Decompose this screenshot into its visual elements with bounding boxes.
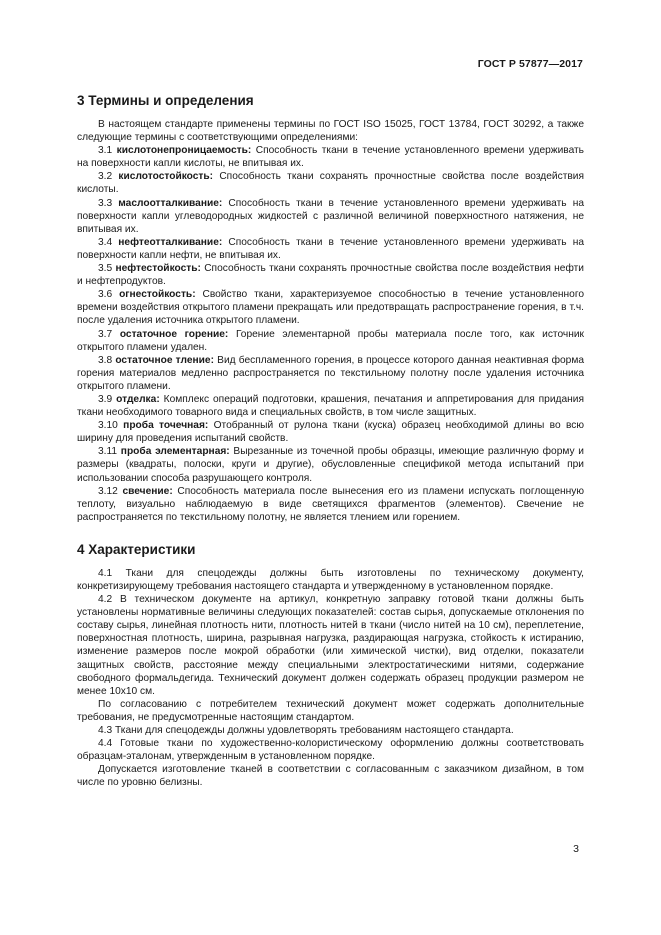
section-title: 4 Характеристики: [77, 541, 196, 557]
term-text: Горение элементарной пробы материала после того, как источник открытого пламени удален.: [77, 328, 584, 353]
term-number: 3.8: [98, 354, 113, 366]
term-definition: [77, 288, 584, 327]
term-name: свечение:: [122, 485, 173, 497]
term-text: Способность материала после вынесения его из пламени испускать поглощенную теплоту, визуально наблюдаемую в виде светящихся фрагментов (элементов). Свечение не распространяется по текстильному полотну, не является тлением или горением.: [77, 485, 584, 523]
term-text: Способность ткани сохранять прочностные свойства после воздействия нефти и нефтепродуктов.: [77, 263, 584, 288]
term-name: огнестойкость:: [119, 289, 196, 301]
section-terms: [77, 92, 584, 524]
term-definition: [77, 197, 584, 236]
paragraph-list: [77, 567, 584, 790]
term-name: маслоотталкивание:: [118, 197, 223, 209]
term-name: нефтеотталкивание:: [118, 236, 223, 248]
section-title: 3 Термины и определения: [77, 93, 254, 108]
term-number: 3.3: [98, 197, 113, 209]
term-name: проба точечная:: [123, 420, 209, 432]
term-definition: [77, 445, 584, 484]
term-definition: [77, 328, 584, 354]
document-header: ГОСТ Р 57877—2017: [477, 58, 583, 70]
term-name: остаточное горение:: [119, 328, 229, 340]
paragraph: По согласованию с потребителем технический документ может содержать дополнительные требования, не предусмотренные настоящим стандартом.: [77, 698, 584, 723]
term-name: отделка:: [116, 393, 160, 405]
document-body: [77, 92, 584, 790]
term-text: Способность ткани в течение установленного времени удерживать на поверхности капли нефти, не впитывая их.: [77, 236, 584, 261]
term-definition: [77, 262, 584, 288]
term-text: Вырезанные из точечной пробы образцы, имеющие различную форму и размеры (квадраты, полоски, круги и другие), обусловленные спецификой метода испытаний при использовании способа разрушающего контроля.: [77, 446, 584, 484]
term-text: Способность ткани сохранять прочностные свойства после воздействия кислоты.: [77, 171, 584, 196]
term-definition: [77, 144, 584, 170]
term-definition: [77, 393, 584, 419]
term-text: Вид беспламенного горения, в процессе которого данная неактивная форма горения материалов медленно распространяется по текстильному полотну после удаления источника открытого пламени.: [77, 354, 584, 392]
term-name: кислотостойкость:: [118, 171, 214, 183]
term-name: нефтестойкость:: [115, 263, 201, 275]
term-number: 3.11: [98, 446, 118, 458]
term-number: 3.6: [98, 289, 113, 301]
term-name: кислотонепроницаемость:: [116, 145, 252, 157]
term-name: проба элементарная:: [120, 446, 230, 458]
term-number: 3.7: [98, 328, 113, 340]
term-number: 3.2: [98, 171, 113, 183]
term-number: 3.10: [98, 420, 118, 432]
page-number: 3: [573, 843, 579, 855]
term-definition: [77, 354, 584, 393]
term-text: Свойство ткани, характеризуемое способностью в течение установленного времени воздействия открытого пламени прекращать или предотвращать распространение горения, в т.ч. после удаления источника открытого пламени.: [77, 289, 584, 327]
paragraph: 4.3 Ткани для спецодежды должны удовлетворять требованиям настоящего стандарта.: [98, 725, 514, 737]
term-text: Способность ткани в течение установленного времени удерживать на поверхности капли кислоты, не впитывая их.: [77, 145, 584, 170]
term-number: 3.9: [98, 393, 113, 405]
terms-list: [77, 144, 584, 524]
term-definition: [77, 485, 584, 524]
section-intro: В настоящем стандарте применены термины по ГОСТ ISO 15025, ГОСТ 13784, ГОСТ 30292, а также следующие термины с соответствующими определениями:: [77, 119, 584, 144]
term-text: Способность ткани в течение установленного времени удерживать на поверхности капли углеводородных жидкостей с различной величиной поверхностного натяжения, не впитывая их.: [77, 197, 584, 235]
term-definition: [77, 170, 584, 196]
paragraph: Допускается изготовление тканей в соответствии с согласованным с заказчиком дизайном, в том числе по уровню белизны.: [77, 764, 584, 789]
term-number: 3.5: [98, 263, 113, 275]
section-characteristics: [77, 541, 584, 790]
paragraph: 4.4 Готовые ткани по художественно-колористическому оформлению должны соответствовать образцам-эталонам, утвержденным в установленном порядке.: [77, 738, 584, 763]
paragraph: 4.2 В техническом документе на артикул, конкретную заправку готовой ткани должны быть установлены нормативные величины следующих показателей: состав сырья, допускаемые отклонения по составу сырья, линейная плотность нити, плотность нитей в ткани (число нитей на 10 см), переплетение, поверхностная плотность, ширина, разрывная нагрузка, раздирающая нагрузка, стойкость к истиранию, изменение размеров после мокрой обработки (или химической чистки), вид отделки, показатели защитных свойств, расстояние между специальными электростатическими нитями, содержание свободного формальдегида. Технический документ должен содержать образец продукции размером не менее 10х10 см.: [77, 594, 584, 697]
term-text: Комплекс операций подготовки, крашения, печатания и аппретирования для придания ткани необходимого товарного вида и специальных свойств, в том числе защитных.: [77, 393, 584, 419]
term-definition: [77, 419, 584, 445]
term-name: остаточное тление:: [115, 354, 214, 366]
term-number: 3.4: [98, 236, 113, 248]
term-definition: [77, 236, 584, 262]
term-number: 3.12: [98, 485, 118, 497]
paragraph: 4.1 Ткани для спецодежды должны быть изготовлены по техническому документу, конкретизирующему требования настоящего стандарта и утвержденному в установленном порядке.: [77, 567, 584, 592]
term-number: 3.1: [98, 145, 113, 157]
term-text: Отобранный от рулона ткани (куска) образец необходимой длины во всю ширину для проведения испытаний свойств.: [77, 420, 584, 445]
